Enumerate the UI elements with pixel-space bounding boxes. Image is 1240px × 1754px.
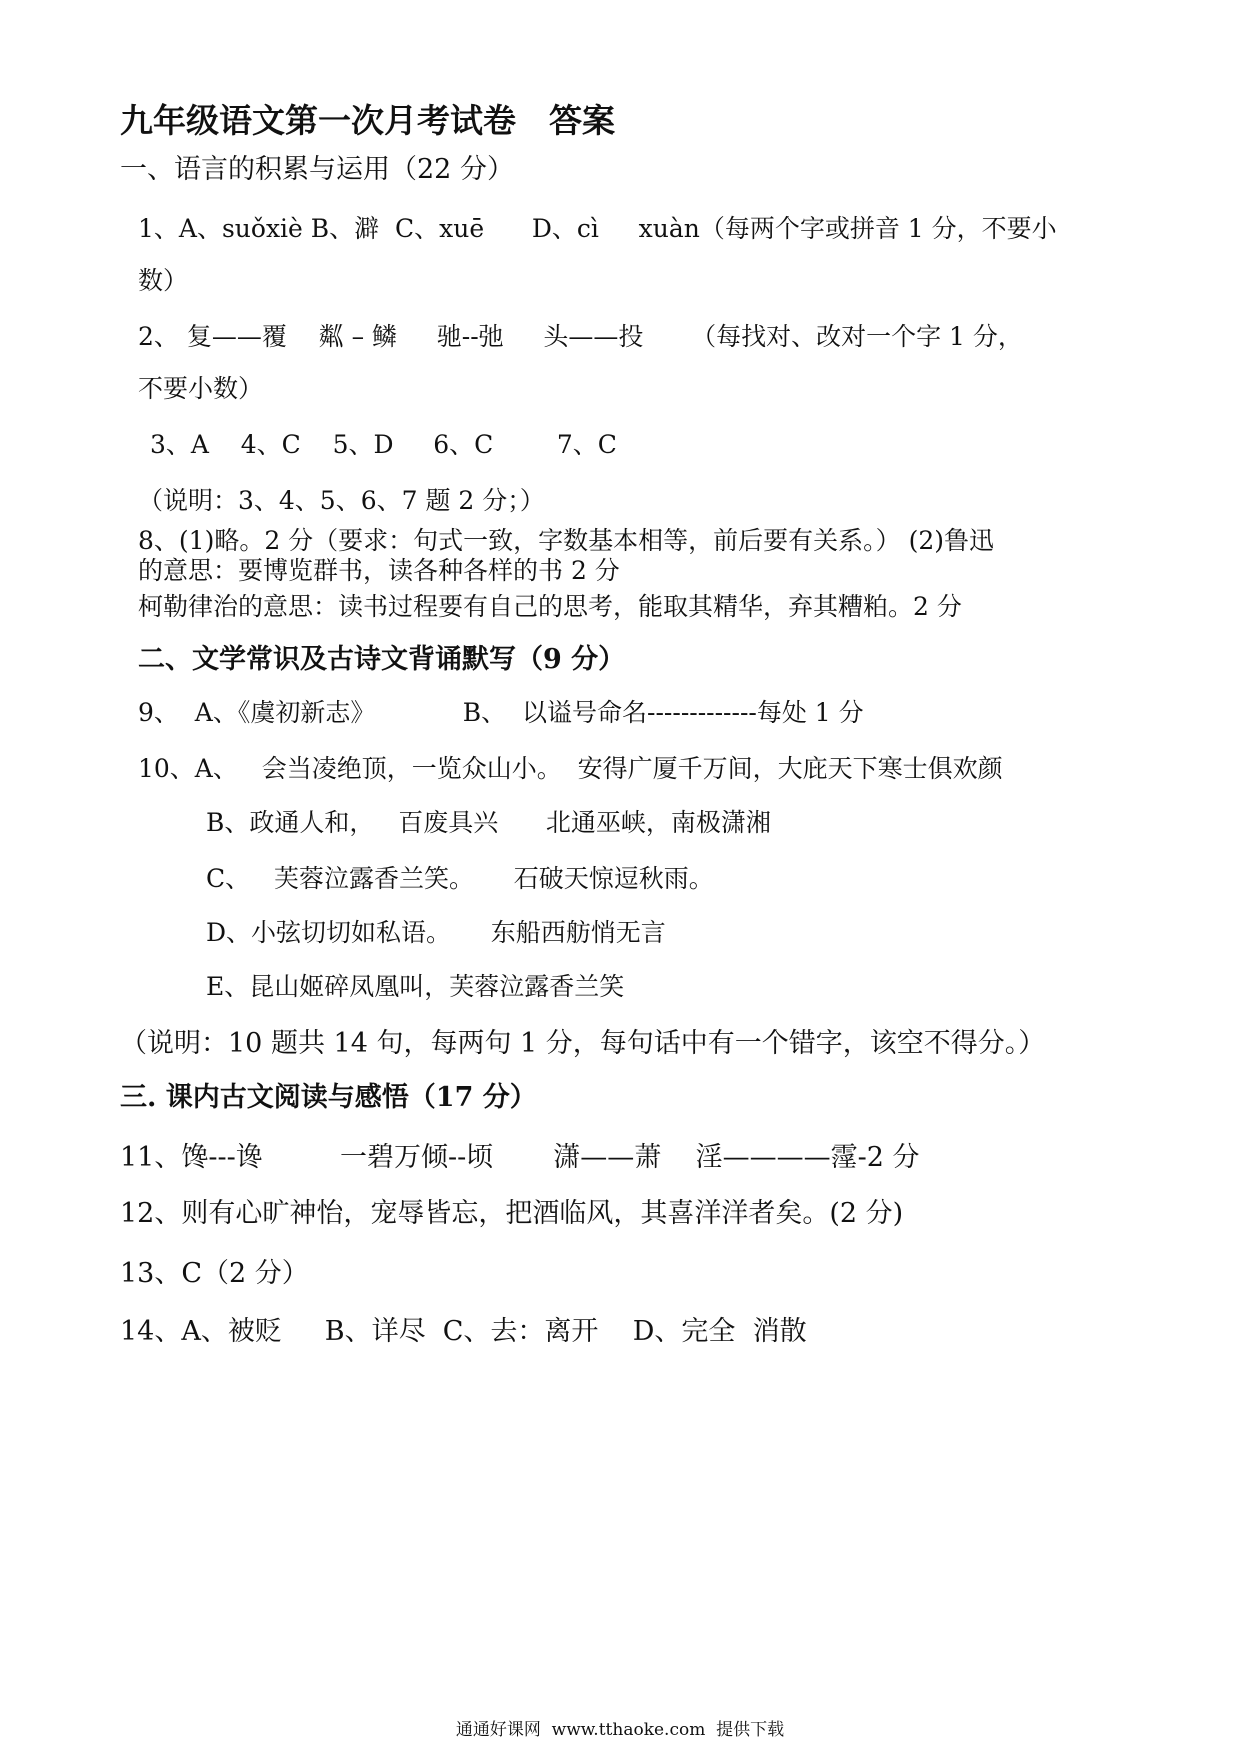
answer-line: 8、(1)略。2 分（要求：句式一致，字数基本相等，前后要有关系。） (2)鲁迅 — [138, 526, 995, 555]
section-heading-2: 二、文学常识及古诗文背诵默写（9 分） — [138, 644, 626, 675]
answer-line: 3、A 4、C 5、D 6、C 7、C — [150, 430, 617, 459]
answer-line: 的意思：要博览群书，读各种各样的书 2 分 — [138, 556, 620, 585]
section-heading-3: 三. 课内古文阅读与感悟（17 分） — [120, 1082, 537, 1113]
answer-line: 数） — [138, 266, 189, 295]
answer-line: 13、C（2 分） — [120, 1258, 309, 1289]
page-title: 九年级语文第一次月考试卷 答案 — [120, 101, 615, 140]
answer-line: C、 芙蓉泣露香兰笑。 石破天惊逗秋雨。 — [206, 864, 714, 893]
answer-line: 2、 复——覆 粼 – 鳞 驰--弛 头——投 （每找对、改对一个字 1 分， — [138, 322, 1023, 351]
answer-line: 1、A、suǒxiè B、澼 C、xuē D、cì xuàn（每两个字或拼音 1 分，不要小 — [138, 214, 1057, 243]
answer-line: D、小弦切切如私语。 东船西舫悄无言 — [206, 918, 666, 947]
answer-line: 10、A、 会当凌绝顶，一览众山小。 安得广厦千万间，大庇天下寒士俱欢颜 — [138, 754, 1003, 783]
answer-line: 11、馋---谗 一碧万倾--顷 潇——萧 淫————霪-2 分 — [120, 1142, 920, 1173]
page-footer: 通通好课网 www.tthaoke.com 提供下载 — [455, 1720, 785, 1740]
answer-line: 12、则有心旷神怡，宠辱皆忘，把酒临风，其喜洋洋者矣。(2 分) — [120, 1198, 904, 1229]
answer-note: （说明：3、4、5、6、7 题 2 分；） — [138, 486, 545, 515]
answer-note: （说明：10 题共 14 句，每两句 1 分，每句话中有一个错字，该空不得分。） — [120, 1028, 1046, 1059]
section-heading-1: 一、语言的积累与运用（22 分） — [120, 154, 514, 185]
answer-line: 柯勒律治的意思：读书过程要有自己的思考，能取其精华，弃其糟粕。2 分 — [138, 592, 962, 621]
answer-line: E、昆山姬碎凤凰叫，芙蓉泣露香兰笑 — [206, 972, 625, 1001]
answer-line: 不要小数） — [138, 374, 264, 403]
answer-line: 9、 A、《虞初新志》 B、 以谥号命名-------------每处 1 分 — [138, 698, 864, 727]
answer-line: B、政通人和， 百废具兴 北通巫峡，南极潇湘 — [206, 808, 771, 837]
answer-line: 14、A、被贬 B、详尽 C、去：离开 D、完全 消散 — [120, 1316, 807, 1347]
